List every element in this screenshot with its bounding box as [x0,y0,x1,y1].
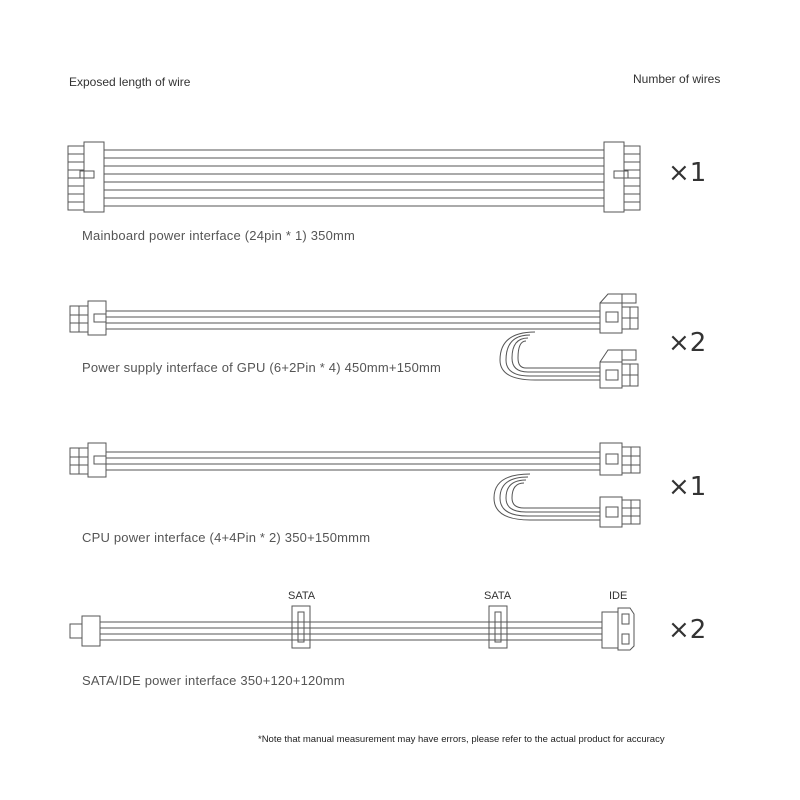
cpu-label: CPU power interface (4+4Pin * 2) 350+150mmm [82,530,371,545]
sata-tag-1: SATA [288,590,316,602]
exposed-length-header: Exposed length of wire [69,75,191,89]
ide-tag: IDE [609,590,628,602]
sata-ide-label: SATA/IDE power interface 350+120+120mm [82,673,345,688]
sata-main-wire [100,622,602,640]
sata-left-connector [70,616,100,646]
sata-tag-2: SATA [484,590,512,602]
number-of-wires-header: Number of wires [633,72,721,86]
ide-connector [602,608,634,650]
sata-ide-count: ×2 [668,615,707,645]
mainboard-count: ×1 [668,158,707,188]
cpu-count: ×1 [668,472,707,502]
accuracy-footnote: *Note that manual measurement may have errors, please refer to the actual product for accuracy [258,734,665,745]
gpu-count: ×2 [668,328,707,358]
sata-connector-2 [489,606,507,648]
mainboard-label: Mainboard power interface (24pin * 1) 350mm [82,228,356,243]
sata-connector-1 [292,606,310,648]
gpu-label: Power supply interface of GPU (6+2Pin * 4) 450mm+150mm [82,360,442,375]
